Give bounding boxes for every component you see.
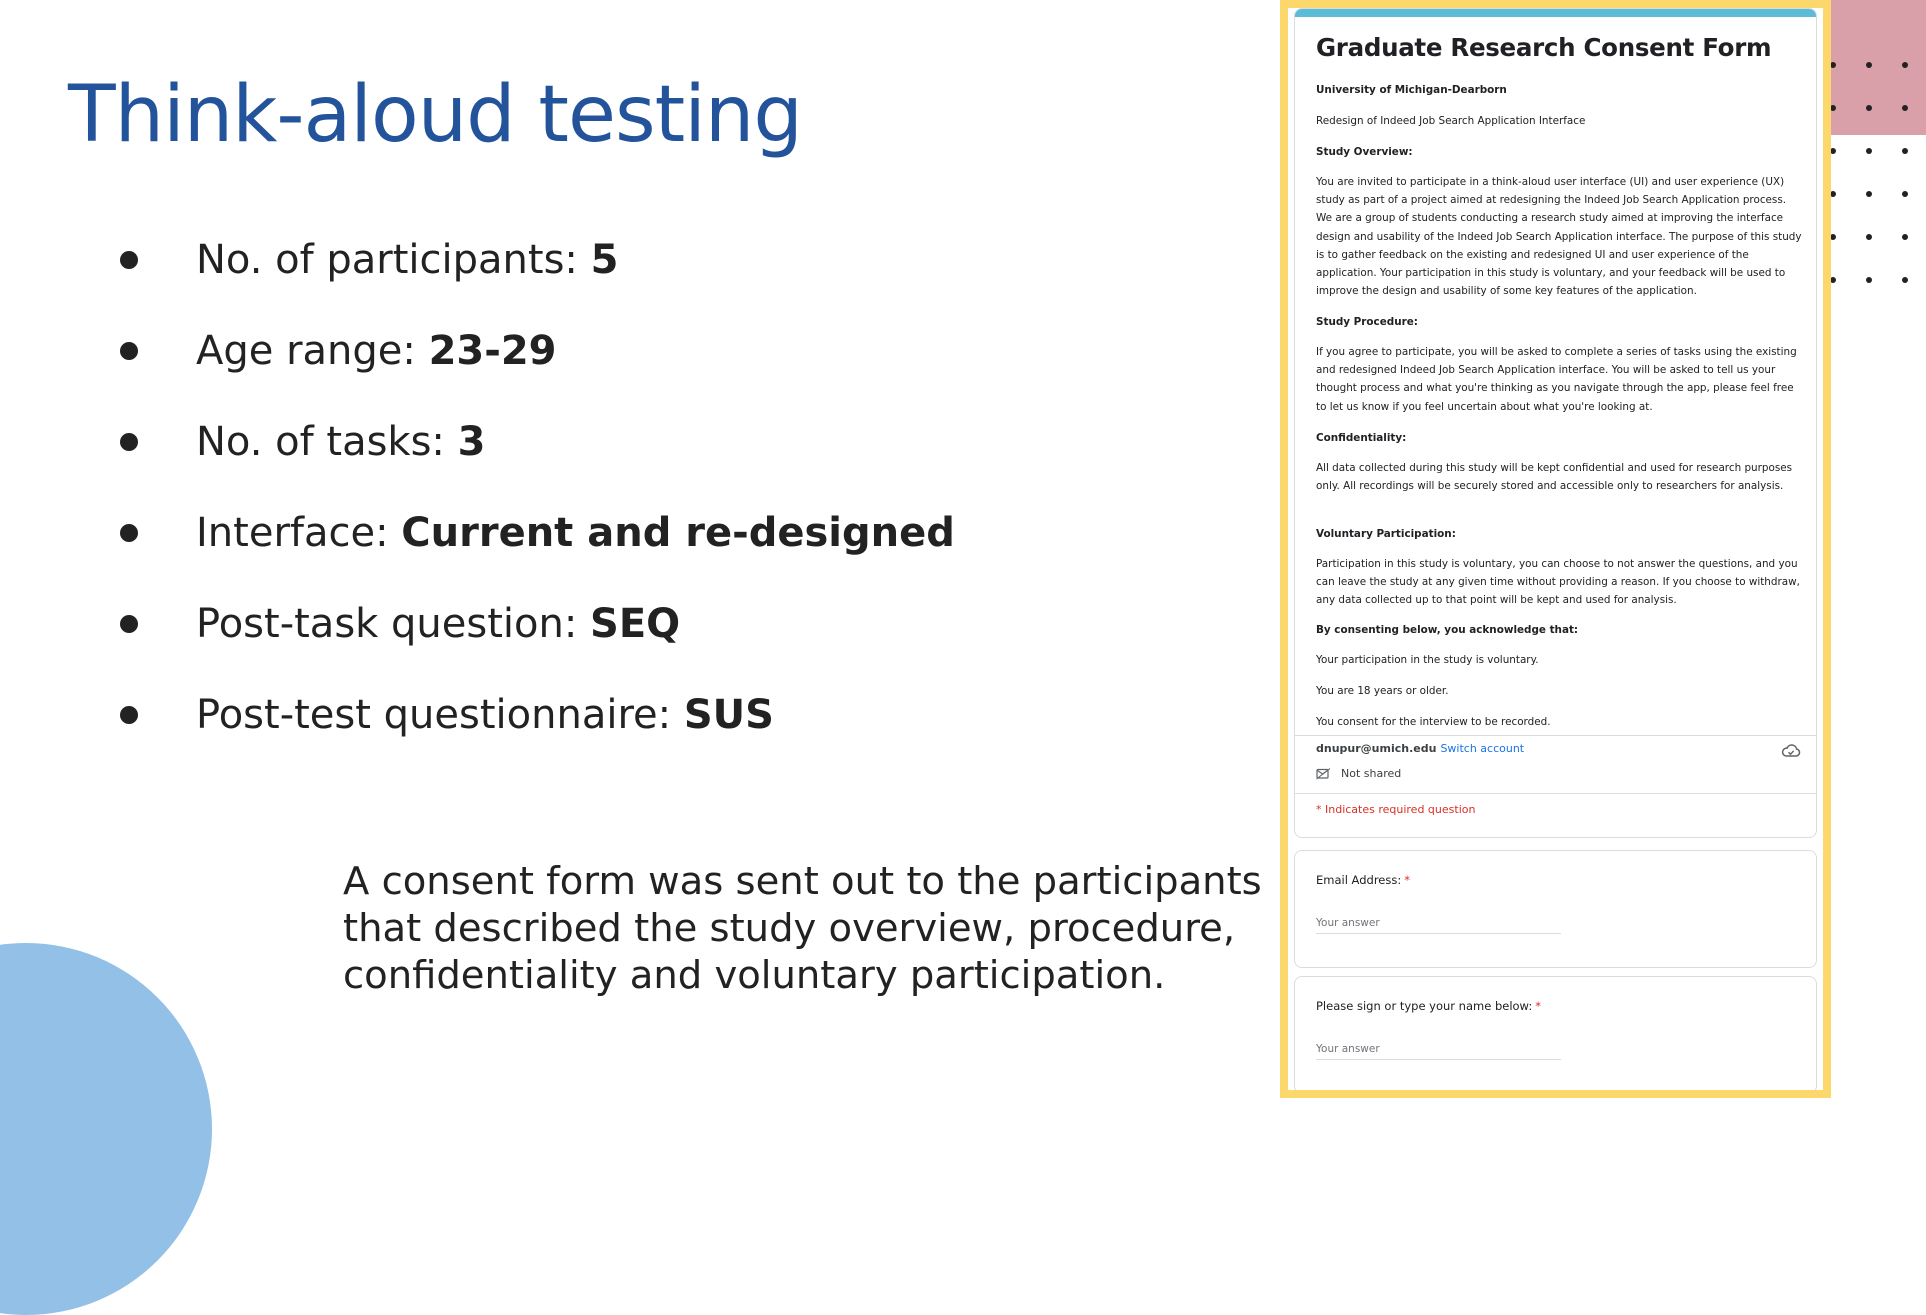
procedure-heading: Study Procedure: <box>1316 316 1418 328</box>
bullet-value: SEQ <box>590 601 681 647</box>
form-title: Graduate Research Consent Form <box>1316 33 1772 62</box>
bullet-post-test <box>120 685 774 745</box>
not-shared-icon <box>1316 768 1331 780</box>
bullet-value: SUS <box>683 692 774 738</box>
bullet-value: 23-29 <box>428 328 557 374</box>
signature-answer-input[interactable] <box>1316 1039 1561 1060</box>
bullet-label: Interface: <box>196 510 402 556</box>
decor-dot <box>1866 62 1872 68</box>
bullet-text <box>196 510 955 556</box>
required-note: * Indicates required question <box>1316 803 1476 816</box>
decor-dot <box>1902 62 1908 68</box>
acknowledge-heading: By consenting below, you acknowledge that: <box>1316 624 1579 636</box>
not-shared-row <box>1316 767 1401 780</box>
decor-dot <box>1866 148 1872 154</box>
account-row <box>1316 742 1804 755</box>
overview-text: You are invited to participate in a think-aloud user interface (UI) and user experience (UX) study as part of a project aimed at redesigning the Indeed Job Search Application process. We are a group of students conducting a research study aimed at improving the interface design and usability of the Indeed Job Search Application interface. The purpose of this study is to gather feedback on the existing and redesigned UI and user experience of the application. Your participation in this study is voluntary, and your feedback will be used to improve the design and usability of some key features of the application. <box>1316 176 1802 298</box>
switch-account-link[interactable]: Switch account <box>1440 742 1525 755</box>
decor-dot <box>1902 105 1908 111</box>
form-page <box>1288 8 1823 1090</box>
bullet-text <box>196 601 680 647</box>
bullet-value: 3 <box>457 419 486 465</box>
cloud-check-icon[interactable] <box>1781 743 1801 759</box>
email-answer-input[interactable] <box>1316 913 1561 934</box>
bullet-text <box>196 692 774 738</box>
overview-heading: Study Overview: <box>1316 146 1413 158</box>
confidentiality-heading: Confidentiality: <box>1316 432 1407 444</box>
question-card-email <box>1294 850 1817 968</box>
bullet-text <box>196 419 485 465</box>
form-header-card <box>1294 8 1817 838</box>
form-project: Redesign of Indeed Job Search Application Interface <box>1316 115 1586 127</box>
bullet-label: Post-task question: <box>196 601 591 647</box>
bullet-dot-icon <box>120 433 138 451</box>
acknowledge-item: Your participation in the study is voluntary. <box>1316 654 1539 666</box>
question-label-text: Email Address: <box>1316 873 1402 887</box>
account-email: dnupur@umich.edu <box>1316 742 1437 755</box>
required-star: * <box>1535 999 1541 1013</box>
voluntary-heading: Voluntary Participation: <box>1316 528 1456 540</box>
consent-form-screenshot <box>1280 0 1831 1098</box>
bullet-post-task <box>120 594 680 654</box>
decor-dot <box>1902 191 1908 197</box>
form-divider <box>1295 735 1816 736</box>
acknowledge-item: You are 18 years or older. <box>1316 685 1449 697</box>
question-label <box>1316 873 1410 887</box>
bullet-participants <box>120 230 618 290</box>
decor-dot <box>1866 234 1872 240</box>
bullet-value: Current and re-designed <box>401 510 955 556</box>
bullet-interface <box>120 503 955 563</box>
question-label <box>1316 999 1541 1013</box>
bullet-dot-icon <box>120 251 138 269</box>
bullet-age-range <box>120 321 557 381</box>
not-shared-label: Not shared <box>1341 767 1402 780</box>
dot-grid-decor <box>1830 62 1926 292</box>
form-divider <box>1295 793 1816 794</box>
bullet-dot-icon <box>120 342 138 360</box>
bullet-dot-icon <box>120 706 138 724</box>
form-accent-bar <box>1295 9 1816 17</box>
decor-dot <box>1866 105 1872 111</box>
decor-dot <box>1902 148 1908 154</box>
slide-caption: A consent form was sent out to the participants that described the study overview, procedure, confidentiality and voluntary participation. <box>343 859 1262 998</box>
required-star: * <box>1404 873 1410 887</box>
procedure-text: If you agree to participate, you will be asked to complete a series of tasks using the existing and redesigned Indeed Job Search Application interface. You will be asked to tell us your thought process and what you're thinking as you navigate through the app, please feel free to let us know if you feel uncertain about what you're looking at. <box>1316 346 1797 413</box>
bullet-tasks <box>120 412 485 472</box>
bullet-label: Post-test questionnaire: <box>196 692 684 738</box>
bullet-label: No. of participants: <box>196 237 591 283</box>
bullet-label: No. of tasks: <box>196 419 458 465</box>
decor-dot <box>1866 191 1872 197</box>
decor-dot <box>1902 277 1908 283</box>
confidentiality-text: All data collected during this study will be kept confidential and used for research purposes only. All recordings will be securely stored and accessible only to researchers for analysis. <box>1316 462 1793 493</box>
bullet-value: 5 <box>590 237 619 283</box>
blue-circle-decor <box>0 943 212 1315</box>
question-card-signature <box>1294 976 1817 1090</box>
slide-title: Think-aloud testing <box>68 70 802 160</box>
bullet-text <box>196 237 618 283</box>
bullet-text <box>196 328 557 374</box>
voluntary-text: Participation in this study is voluntary, you can choose to not answer the questions, and you can leave the study at any given time without providing a reason. If you choose to withdraw, any data collected up to that point will be kept and used for analysis. <box>1316 558 1800 607</box>
decor-dot <box>1866 277 1872 283</box>
bullet-dot-icon <box>120 524 138 542</box>
form-university: University of Michigan-Dearborn <box>1316 84 1507 96</box>
acknowledge-item: You consent for the interview to be recorded. <box>1316 716 1551 728</box>
question-label-text: Please sign or type your name below: <box>1316 999 1533 1013</box>
bullet-dot-icon <box>120 615 138 633</box>
bullet-label: Age range: <box>196 328 429 374</box>
decor-dot <box>1902 234 1908 240</box>
